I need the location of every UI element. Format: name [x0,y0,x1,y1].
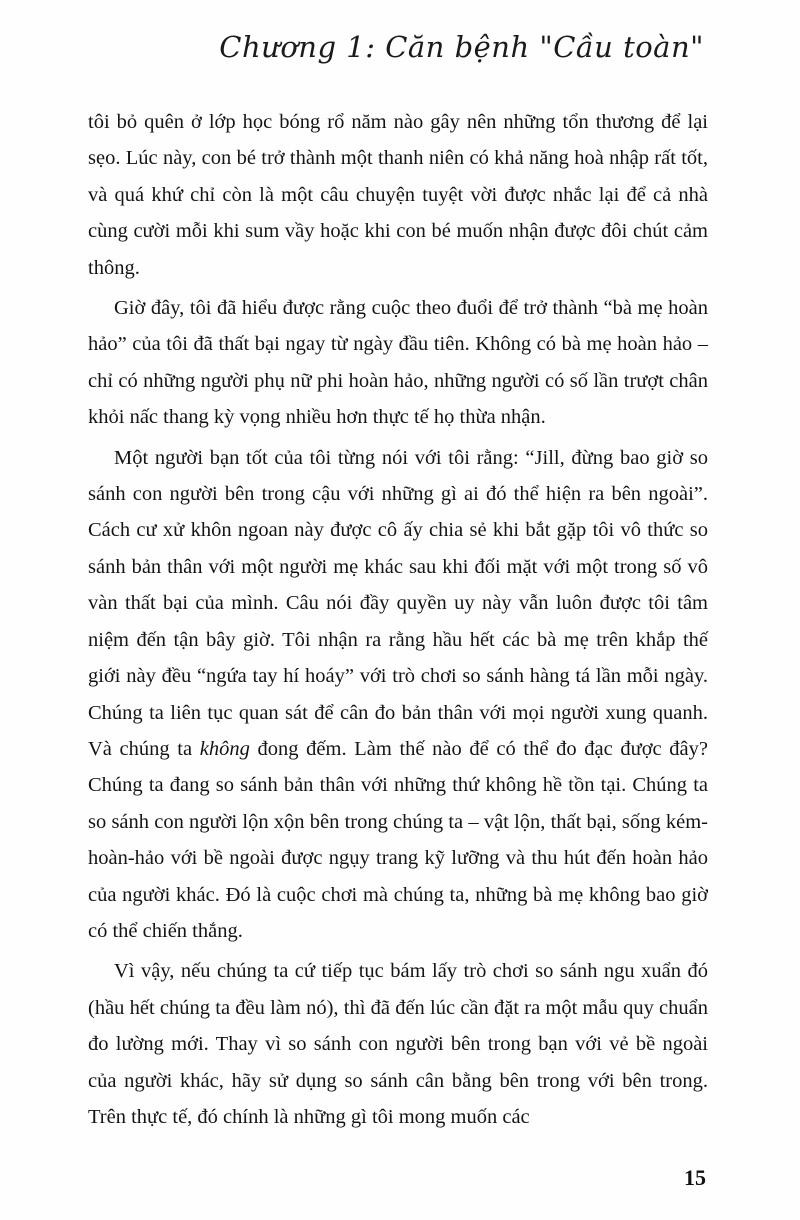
page-number: 15 [684,1165,706,1190]
paragraph-continuation: tôi bỏ quên ở lớp học bóng rổ năm nào gây nên những tổn thương để lại sẹo. Lúc này, con bé trở thành một thanh niên có khả năng hoà nhập rất tốt, và quá khứ chỉ còn là một câu chuyện tuyệt vời được nhắc lại để cả nhà cùng cười mỗi khi sum vầy hoặc khi con bé muốn nhận được đôi chút cảm thông. [88,111,708,279]
paragraph-comparison [88,440,708,950]
paragraph-comparison-text-before: Một người bạn tốt của tôi từng nói với tôi rằng: “Jill, đừng bao giờ so sánh con người bên trong cậu với những gì ai đó thể hiện ra bên ngoài”. Cách cư xử khôn ngoan này được cô ấy chia sẻ khi bắt gặp tôi vô thức so sánh bản thân với một người mẹ khác sau khi đối mặt với một trong số vô vàn thất bại của mình. Câu nói đầy quyền uy này vẫn luôn được tôi tâm niệm đến tận bây giờ. Tôi nhận ra rằng hầu hết các bà mẹ trên khắp thế giới này đều “ngứa tay hí hoáy” với trò chơi so sánh hàng tá lần mỗi ngày. Chúng ta liên tục quan sát để cân đo bản thân với mọi người xung quanh. Và chúng ta [88,446,708,760]
chapter-running-header: Chương 1: Căn bệnh "Cầu toàn" [219,30,704,64]
emphasized-word: không [199,737,250,760]
body-text [88,104,708,1135]
paragraph-perfect-mother: Giờ đây, tôi đã hiểu được rằng cuộc theo đuổi để trở thành “bà mẹ hoàn hảo” của tôi đã thất bại ngay từ ngày đầu tiên. Không có bà mẹ hoàn hảo – chỉ có những người phụ nữ phi hoàn hảo, những người có số lần trượt chân khỏi nấc thang kỳ vọng nhiều hơn thực tế họ thừa nhận. [88,297,708,429]
paragraph-comparison-text-after: đong đếm. Làm thế nào để có thể đo đạc được đây? Chúng ta đang so sánh bản thân với những thứ không hề tồn tại. Chúng ta so sánh con người lộn xộn bên trong chúng ta – vật lộn, thất bại, sống kém-hoàn-hảo với bề ngoài được ngụy trang kỹ lưỡng và thu hút đến hoàn hảo của người khác. Đó là cuộc chơi mà chúng ta, những bà mẹ không bao giờ có thể chiến thắng. [88,737,708,942]
paragraph-new-standard: Vì vậy, nếu chúng ta cứ tiếp tục bám lấy trò chơi so sánh ngu xuẩn đó (hầu hết chúng ta đều làm nó), thì đã đến lúc cần đặt ra một mẫu quy chuẩn đo lường mới. Thay vì so sánh con người bên trong bạn với vẻ bề ngoài của người khác, hãy sử dụng so sánh cân bằng bên trong với bên trong. Trên thực tế, đó chính là những gì tôi mong muốn các [88,960,708,1128]
